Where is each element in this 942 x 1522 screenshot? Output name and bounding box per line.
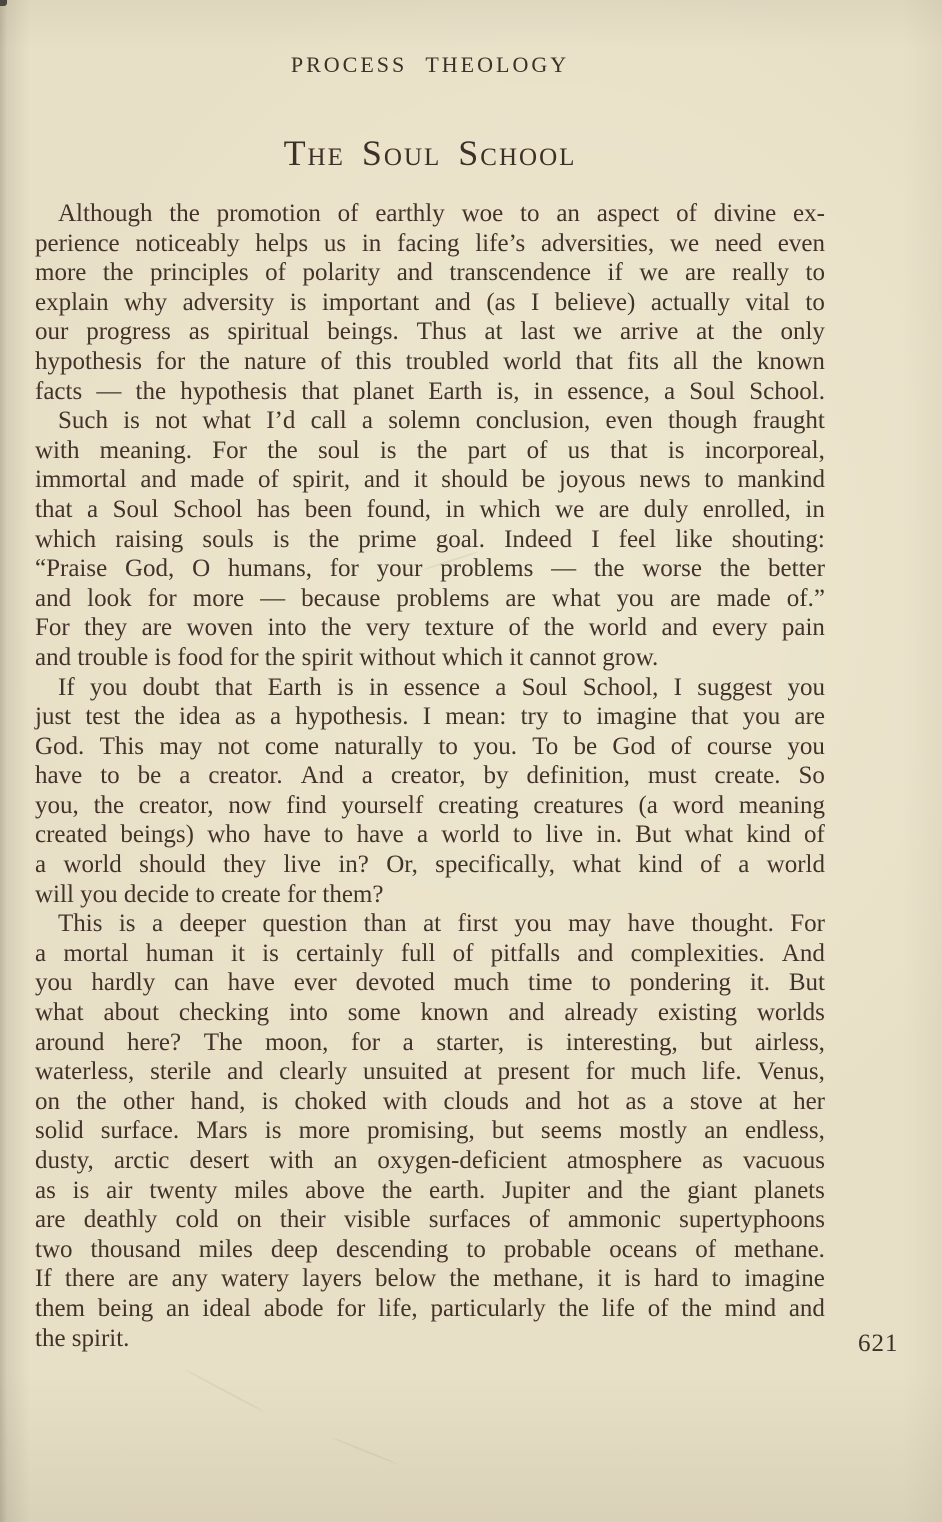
text-line: with meaning. For the soul is the part of us that is incorporeal, [35,436,825,464]
text-line: If there are any watery layers below the methane, it is hard to imagine [35,1265,825,1293]
text-line: Although the promotion of earthly woe to an aspect of divine ex- [58,200,825,227]
text-line: just test the idea as a hypothesis. I mean: try to imagine that you are [35,703,825,731]
text-line: If you doubt that Earth is in essence a Soul School, I suggest you [58,673,825,701]
text-line: a world should they live in? Or, specifically, what kind of a world [35,851,825,879]
text-line: hypothesis for the nature of this troubled world that fits all the known [35,347,825,375]
text-line: the spirit. [35,1324,130,1352]
text-line: dusty, arctic desert with an oxygen-deficient atmosphere as vacuous [35,1147,825,1174]
text-line: what about checking into some known and already existing worlds [35,999,825,1027]
paper-scratch [185,1369,265,1413]
body-text [35,199,825,1353]
paragraph [35,673,825,910]
text-line: immortal and made of spirit, and it should be joyous news to mankind [35,466,825,494]
text-line: God. This may not come naturally to you. To be God of course you [35,732,825,760]
text-line: will you decide to create for them? [35,880,384,908]
text-line: perience noticeably helps us in facing life’s adversities, we need even [35,229,825,257]
text-line: explain why adversity is important and (as I believe) actually vital to [35,288,825,316]
text-line: facts — the hypothesis that planet Earth is, in essence, a Soul School. [35,377,825,405]
text-line: and trouble is food for the spirit without which it cannot grow. [35,643,659,671]
running-header: PROCESS THEOLOGY [290,52,570,77]
text-line: our progress as spiritual beings. Thus at last we arrive at the only [35,318,825,346]
text-line: and look for more — because problems are what you are made of.” [35,584,825,612]
paragraph [35,199,825,406]
text-line: them being an ideal abode for life, particularly the life of the mind and [35,1294,825,1322]
paragraph [35,909,825,1353]
text-line: “Praise God, O humans, for your problems — the worse the better [35,555,825,583]
text-line: created beings) who have to have a world to live in. But what kind of [35,821,825,849]
text-line: waterless, sterile and clearly unsuited at present for much life. Venus, [35,1058,825,1086]
text-line: which raising souls is the prime goal. Indeed I feel like shouting: [35,525,825,553]
page-number: 621 [858,1330,899,1357]
text-line: that a Soul School has been found, in which we are duly enrolled, in [35,495,825,523]
text-line: This is a deeper question than at first you may have thought. For [58,910,825,938]
text-line: around here? The moon, for a starter, is interesting, but airless, [35,1028,825,1056]
text-line: you hardly can have ever devoted much time to pondering it. But [35,969,825,997]
text-line: more the principles of polarity and transcendence if we are really to [35,259,825,287]
section-title: The Soul School [283,133,577,173]
text-line: are deathly cold on their visible surfaces of ammonic supertyphoons [35,1206,825,1234]
text-line: have to be a creator. And a creator, by definition, must create. So [35,762,825,790]
text-line: as is air twenty miles above the earth. Jupiter and the giant planets [35,1176,825,1204]
scan-corner-mark [0,0,7,6]
text-line: Such is not what I’d call a solemn conclusion, even though fraught [58,407,825,435]
text-line: For they are woven into the very texture of the world and every pain [35,614,825,642]
text-line: you, the creator, now find yourself creating creatures (a word meaning [35,791,825,819]
text-line: on the other hand, is choked with clouds and hot as a stove at her [35,1087,825,1115]
text-line: a mortal human it is certainly full of pitfalls and complexities. And [35,939,825,967]
paper-scratch [332,1437,398,1465]
text-line: two thousand miles deep descending to probable oceans of methane. [35,1235,825,1263]
text-line: solid surface. Mars is more promising, but seems mostly an endless, [35,1117,825,1145]
paragraph [35,406,825,672]
